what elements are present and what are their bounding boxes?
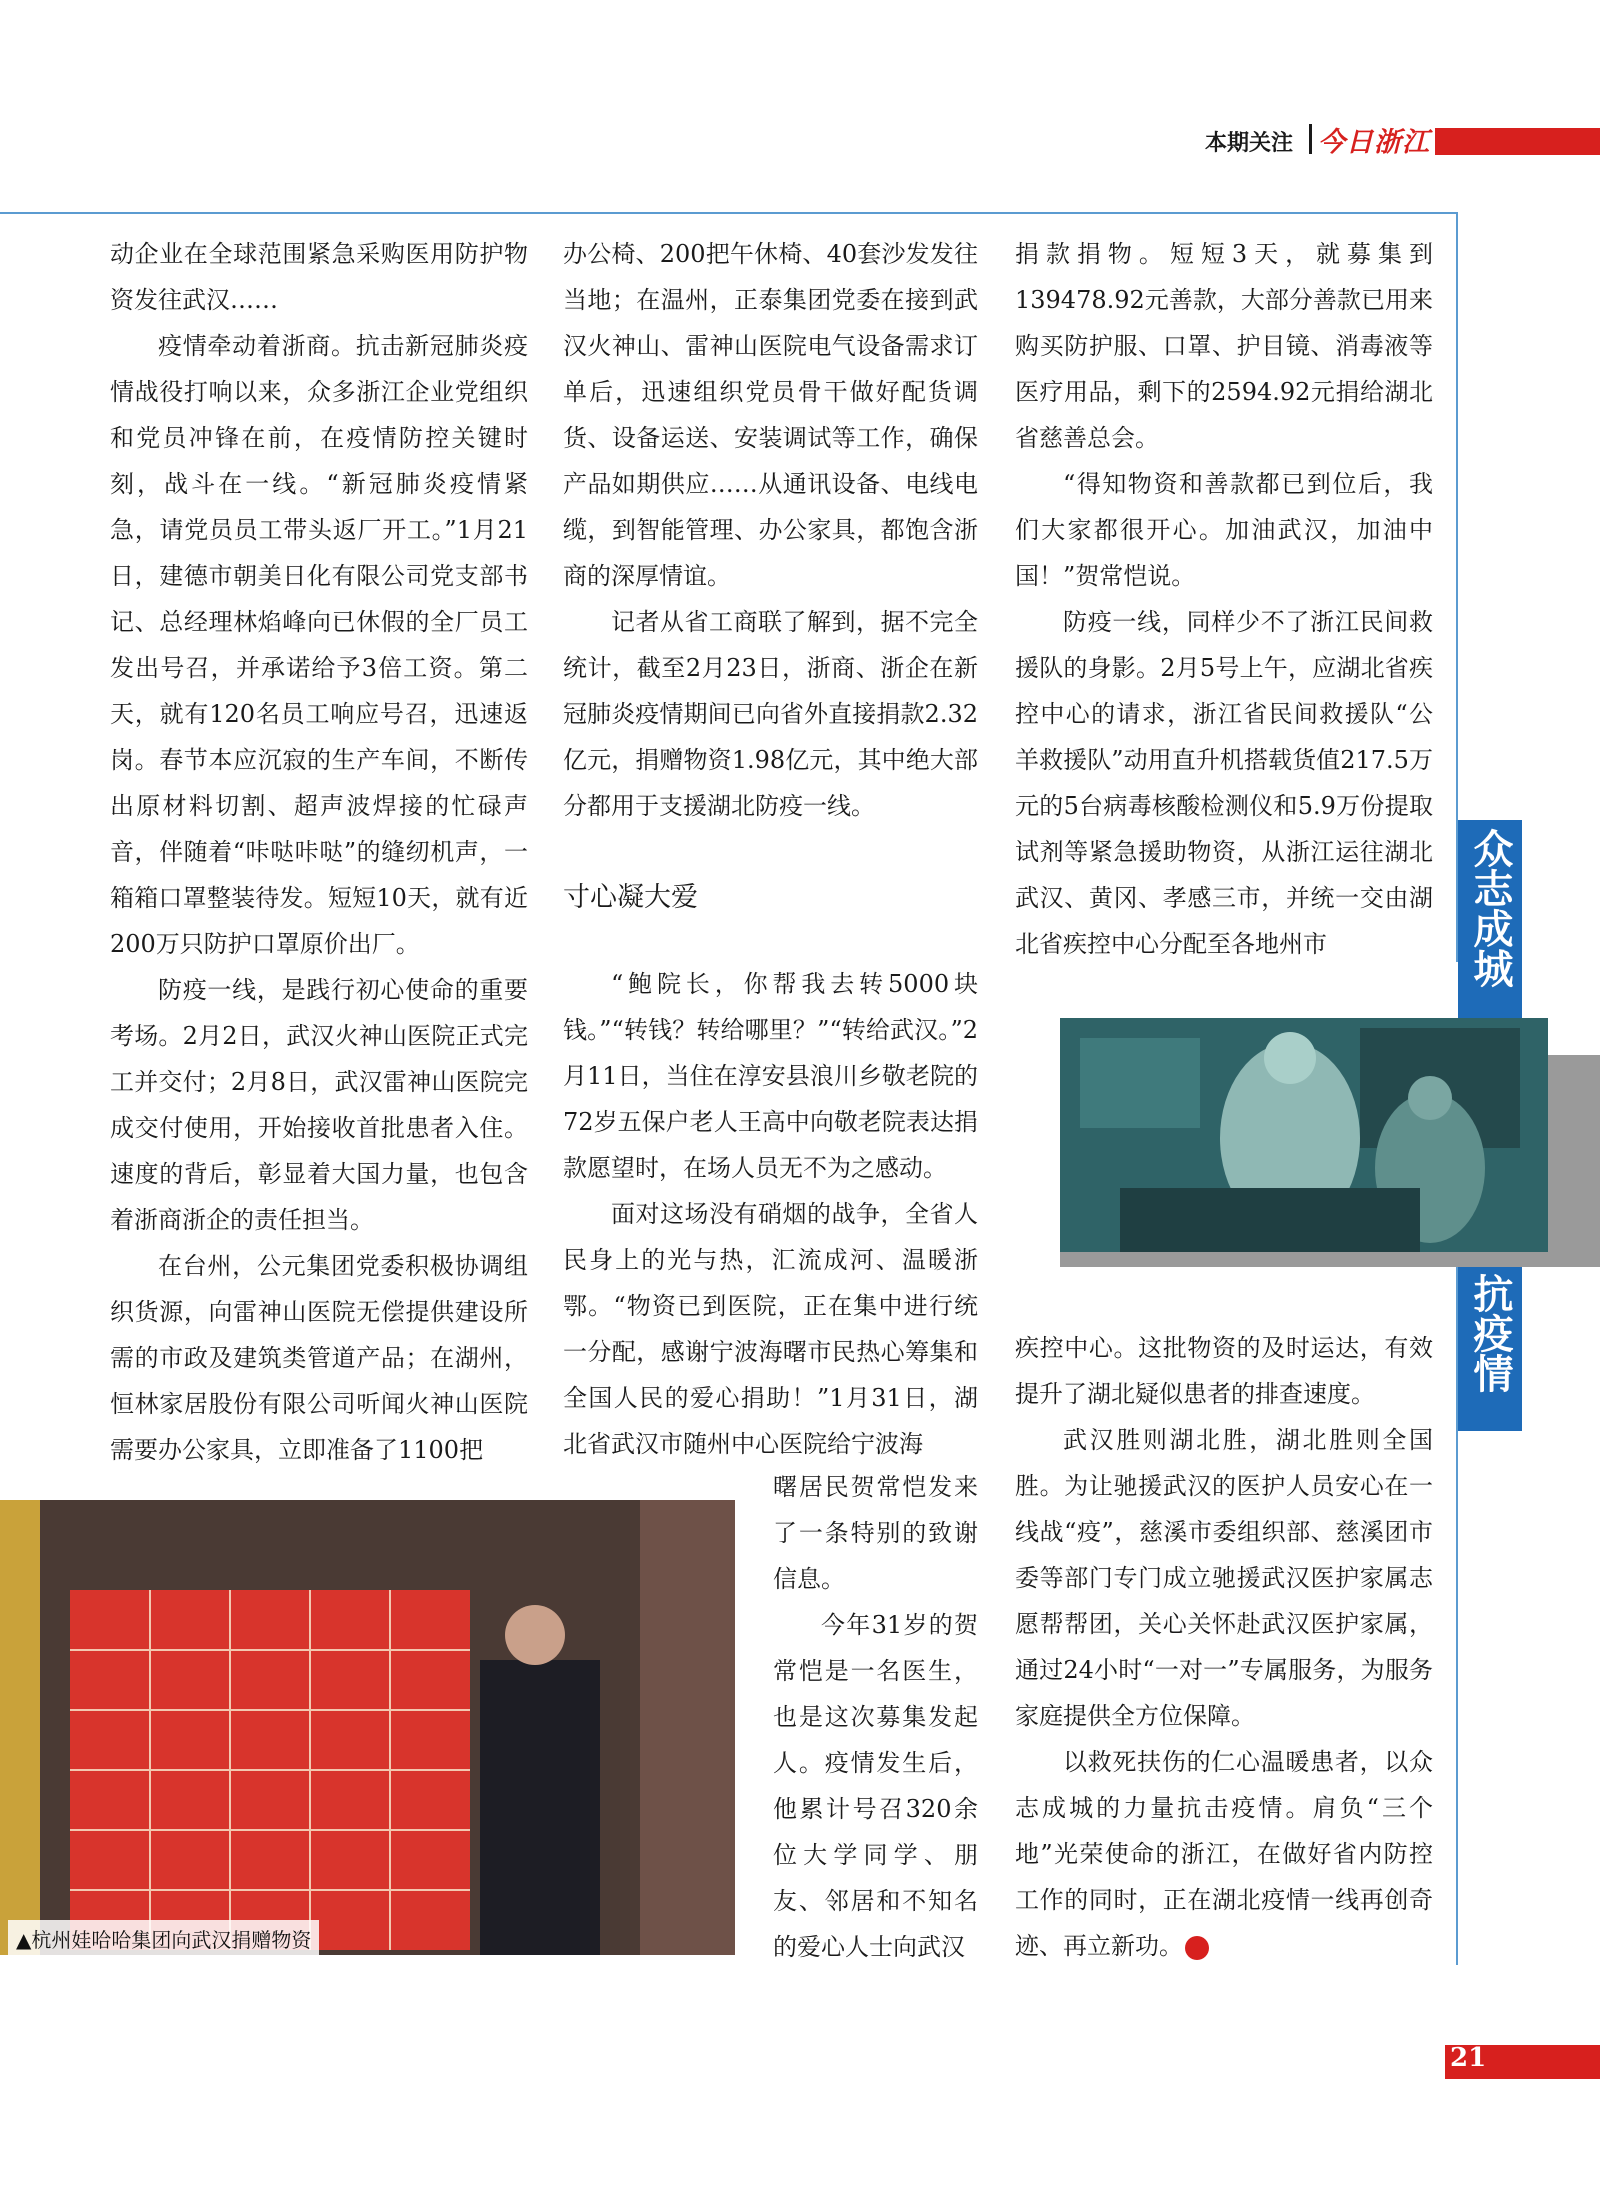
frame-top-line [0, 212, 1458, 214]
paragraph: 防疫一线，是践行初心使命的重要考场。2月2日，武汉火神山医院正式完工并交付；2月8日，武汉雷神山医院完成交付使用，开始接收首批患者入住。速度的背后，彰显着大国力量，也包含着浙商浙企的责任担当。 [110, 976, 528, 1234]
section-label: 本期关注 [1205, 131, 1294, 156]
magazine-logo: 今日浙江 [1318, 127, 1430, 158]
text-column-2 [563, 231, 978, 829]
section-subheading: 寸心凝大爱 [563, 882, 698, 913]
paragraph: 曙居民贺常恺发来了一条特别的致谢信息。 [773, 1473, 978, 1593]
text-column-2-lower [563, 961, 978, 1467]
side-tab-label: 众志成城 [1467, 828, 1513, 988]
paragraph: 动企业在全球范围紧急采购医用防护物资发往武汉…… [110, 240, 528, 314]
page-number: 21 [1450, 2043, 1487, 2073]
paragraph [1015, 1739, 1433, 1969]
text-column-3-lower [1015, 1325, 1433, 1969]
header-red-bar [1435, 128, 1600, 155]
paragraph: 面对这场没有硝烟的战争，全省人民身上的光与热，汇流成河、温暖浙鄂。“物资已到医院，正在集中进行统一分配，感谢宁波海曙市民热心筹集和全国人民的爱心捐助！”1月31日，湖北省武汉市随州中心医院给宁波海 [563, 1200, 978, 1458]
header-separator [1309, 124, 1312, 154]
side-tab-zhongzhichengcheng [1458, 820, 1522, 1032]
paragraph: 武汉胜则湖北胜，湖北胜则全国胜。为让驰援武汉的医护人员安心在一线战“疫”，慈溪市委组织部、慈溪团市委等部门专门成立驰援武汉医护家属志愿帮帮团，关心关怀赴武汉医护家属，通过24小时“一对一”专属服务，为服务家庭提供全方位保障。 [1015, 1426, 1433, 1730]
text-column-1 [110, 231, 528, 1473]
side-tab-label: 抗疫情 [1467, 1273, 1513, 1393]
text-column-2-narrow [773, 1464, 978, 1970]
closing-paragraph-text: 以救死扶伤的仁心温暖患者，以众志成城的力量抗击疫情。肩负“三个地”光荣使命的浙江，在做好省内防控工作的同时，正在湖北疫情一线再创奇迹、再立新功。 [1015, 1748, 1433, 1960]
text-column-3 [1015, 231, 1433, 967]
photo-caption: ▲杭州娃哈哈集团向武汉捐赠物资 [8, 1920, 319, 1957]
paragraph: 今年31岁的贺常恺是一名医生，也是这次募集发起人。疫情发生后，他累计号召320余位大学同学、朋友、邻居和不知名的爱心人士向武汉 [773, 1611, 978, 1961]
paragraph: “得知物资和善款都已到位后，我们大家都很开心。加油武汉，加油中国！”贺常恺说。 [1015, 470, 1433, 590]
paragraph: 办公椅、200把午休椅、40套沙发发往当地；在温州，正泰集团党委在接到武汉火神山、雷神山医院电气设备需求订单后，迅速组织党员骨干做好配货调货、设备运送、安装调试等工作，确保产品如期供应……从通讯设备、电线电缆，到智能管理、办公家具，都饱含浙商的深厚情谊。 [563, 240, 978, 590]
medical-staff-photo [1060, 1018, 1548, 1252]
paragraph: 疫情牵动着浙商。抗击新冠肺炎疫情战役打响以来，众多浙江企业党组织和党员冲锋在前，在疫情防控关键时刻，战斗在一线。“新冠肺炎疫情紧急，请党员员工带头返厂开工。”1月21日，建德市朝美日化有限公司党支部书记、总经理林焰峰向已休假的全厂员工发出号召，并承诺给予3倍工资。第二天，就有120名员工响应号召，迅速返岗。春节本应沉寂的生产车间，不断传出原材料切割、超声波焊接的忙碌声音，伴随着“咔哒咔哒”的缝纫机声，一箱箱口罩整装待发。短短10天，就有近200万只防护口罩原价出厂。 [110, 332, 528, 958]
paragraph: 记者从省工商联了解到，据不完全统计，截至2月23日，浙商、浙企在新冠肺炎疫情期间已向省外直接捐款2.32亿元，捐赠物资1.98亿元，其中绝大部分都用于支援湖北防疫一线。 [563, 608, 978, 820]
donation-boxes-photo-placeholder [0, 1500, 735, 1955]
paragraph: 在台州，公元集团党委积极协调组织货源，向雷神山医院无偿提供建设所需的市政及建筑类管道产品；在湖州，恒林家居股份有限公司听闻火神山医院需要办公家具，立即准备了1100把 [110, 1252, 528, 1464]
paragraph: “鲍院长，你帮我去转5000块钱。”“转钱？转给哪里？”“转给武汉。”2月11日，当住在淳安县浪川乡敬老院的72岁五保户老人王高中向敬老院表达捐款愿望时，在场人员无不为之感动。 [563, 970, 978, 1182]
side-tab-kangyiqing [1458, 1265, 1522, 1431]
medical-staff-photo-placeholder [1060, 1018, 1548, 1252]
paragraph: 疾控中心。这批物资的及时运达，有效提升了湖北疑似患者的排查速度。 [1015, 1334, 1433, 1408]
paragraph: 捐款捐物。短短3天，就募集到139478.92元善款，大部分善款已用来购买防护服、口罩、护目镜、消毒液等医疗用品，剩下的2594.92元捐给湖北省慈善总会。 [1015, 240, 1433, 452]
donation-boxes-photo [0, 1500, 735, 1955]
paragraph: 防疫一线，同样少不了浙江民间救援队的身影。2月5号上午，应湖北省疾控中心的请求，浙江省民间救援队“公羊救援队”动用直升机搭载货值217.5万元的5台病毒核酸检测仪和5.9万份提取试剂等紧急援助物资，从浙江运往湖北武汉、黄冈、孝感三市，并统一交由湖北省疾控中心分配至各地州市 [1015, 608, 1433, 958]
end-mark-icon: 今 [1185, 1936, 1209, 1960]
